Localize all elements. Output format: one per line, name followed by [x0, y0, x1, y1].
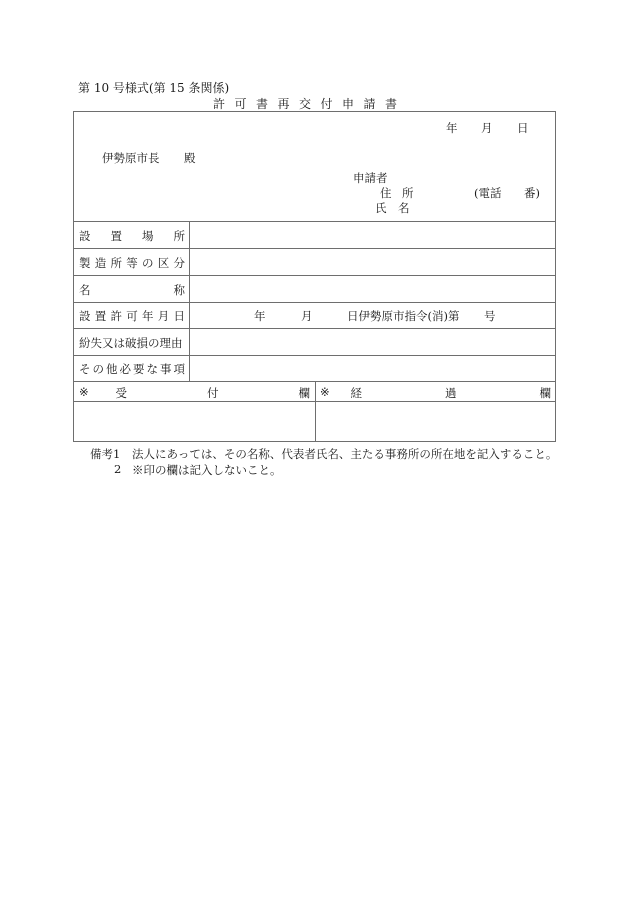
- applicant-label: 申請者: [353, 171, 388, 185]
- date-month-label: 月: [481, 121, 493, 135]
- label-char: な: [146, 362, 158, 376]
- row-label-name: [79, 282, 185, 298]
- row-label-other-matters: [79, 361, 185, 377]
- label-char: 場: [142, 229, 154, 243]
- label-char: 他: [106, 362, 118, 376]
- permit-reference-label: 日伊勢原市指令(消)第: [347, 309, 460, 323]
- phone-suffix: 番): [524, 186, 540, 200]
- row-label-installation-location: [79, 228, 185, 244]
- date-year-label: 年: [446, 121, 458, 135]
- name-label-2: 名: [398, 201, 410, 215]
- label-char: 所: [110, 256, 122, 270]
- label-char: 年: [142, 309, 154, 323]
- label-char: の: [142, 256, 154, 270]
- label-char: 所: [173, 229, 185, 243]
- header-char: 付: [207, 386, 219, 400]
- installation-location-field[interactable]: [192, 224, 556, 248]
- notes-prefix: 備考1: [90, 447, 121, 461]
- reception-area: [74, 402, 315, 441]
- reference-mark: ※: [320, 385, 330, 399]
- address-label-2: 所: [402, 186, 414, 200]
- label-char: 紛失又は破損の理由: [79, 336, 183, 350]
- label-char: 区: [157, 256, 170, 270]
- name-field[interactable]: [192, 278, 556, 302]
- row-divider: [73, 275, 556, 276]
- label-char: そ: [79, 362, 91, 376]
- label-char: 分: [173, 256, 185, 270]
- permit-month-label: 月: [301, 309, 313, 323]
- header-char: 経: [350, 386, 362, 400]
- row-label-loss-reason: [79, 335, 185, 351]
- phone-label: (電話: [474, 186, 502, 200]
- label-char: 設: [79, 229, 91, 243]
- note-item-2-number: 2: [114, 462, 122, 476]
- reception-column-header: [79, 385, 310, 401]
- label-column-divider: [189, 221, 190, 381]
- row-divider: [73, 355, 556, 356]
- row-divider: [73, 221, 556, 222]
- row-divider: [73, 248, 556, 249]
- name-label-1: 氏: [375, 201, 387, 215]
- label-char: 可: [126, 309, 138, 323]
- progress-column-header: [320, 385, 551, 401]
- label-char: 造: [94, 256, 107, 270]
- progress-area: [316, 402, 555, 441]
- header-char: 欄: [298, 386, 310, 400]
- permit-number-suffix: 号: [484, 309, 496, 323]
- row-label-permit-date: [79, 308, 185, 324]
- row-label-facility-category: [79, 255, 185, 271]
- document-title: 許可書再交付申請書: [213, 97, 407, 111]
- reference-mark: ※: [79, 385, 89, 399]
- label-char: 設: [79, 309, 91, 323]
- label-char: 日: [173, 309, 185, 323]
- header-char: 過: [445, 386, 457, 400]
- note-item-2: ※印の欄は記入しないこと。: [132, 463, 282, 477]
- label-char: 製: [79, 256, 91, 270]
- row-divider: [73, 328, 556, 329]
- label-char: 置: [94, 309, 107, 323]
- label-char: 要: [133, 362, 145, 376]
- header-char: 受: [115, 386, 127, 400]
- form-number: 第 10 号様式(第 15 条関係): [78, 81, 230, 95]
- label-char: 名: [79, 283, 91, 297]
- label-char: 必: [119, 362, 131, 376]
- loss-reason-field[interactable]: [192, 331, 556, 355]
- label-char: 等: [126, 256, 138, 270]
- label-char: 項: [173, 362, 185, 376]
- note-item-1: 法人にあっては、その名称、代表者氏名、主たる事務所の所在地を記入すること。: [132, 447, 558, 461]
- label-char: 称: [173, 283, 185, 297]
- label-char: 許: [110, 309, 122, 323]
- addressee: 伊勢原市長: [102, 151, 160, 165]
- label-char: 月: [157, 309, 170, 323]
- row-divider: [73, 302, 556, 303]
- facility-category-field[interactable]: [192, 251, 556, 275]
- header-char: 欄: [539, 386, 551, 400]
- other-matters-field[interactable]: [192, 358, 556, 382]
- permit-year-label: 年: [254, 309, 266, 323]
- label-char: の: [92, 362, 104, 376]
- address-label-1: 住: [380, 186, 392, 200]
- honorific: 殿: [184, 151, 196, 165]
- label-char: 置: [110, 229, 122, 243]
- label-char: 事: [160, 362, 172, 376]
- date-day-label: 日: [517, 121, 529, 135]
